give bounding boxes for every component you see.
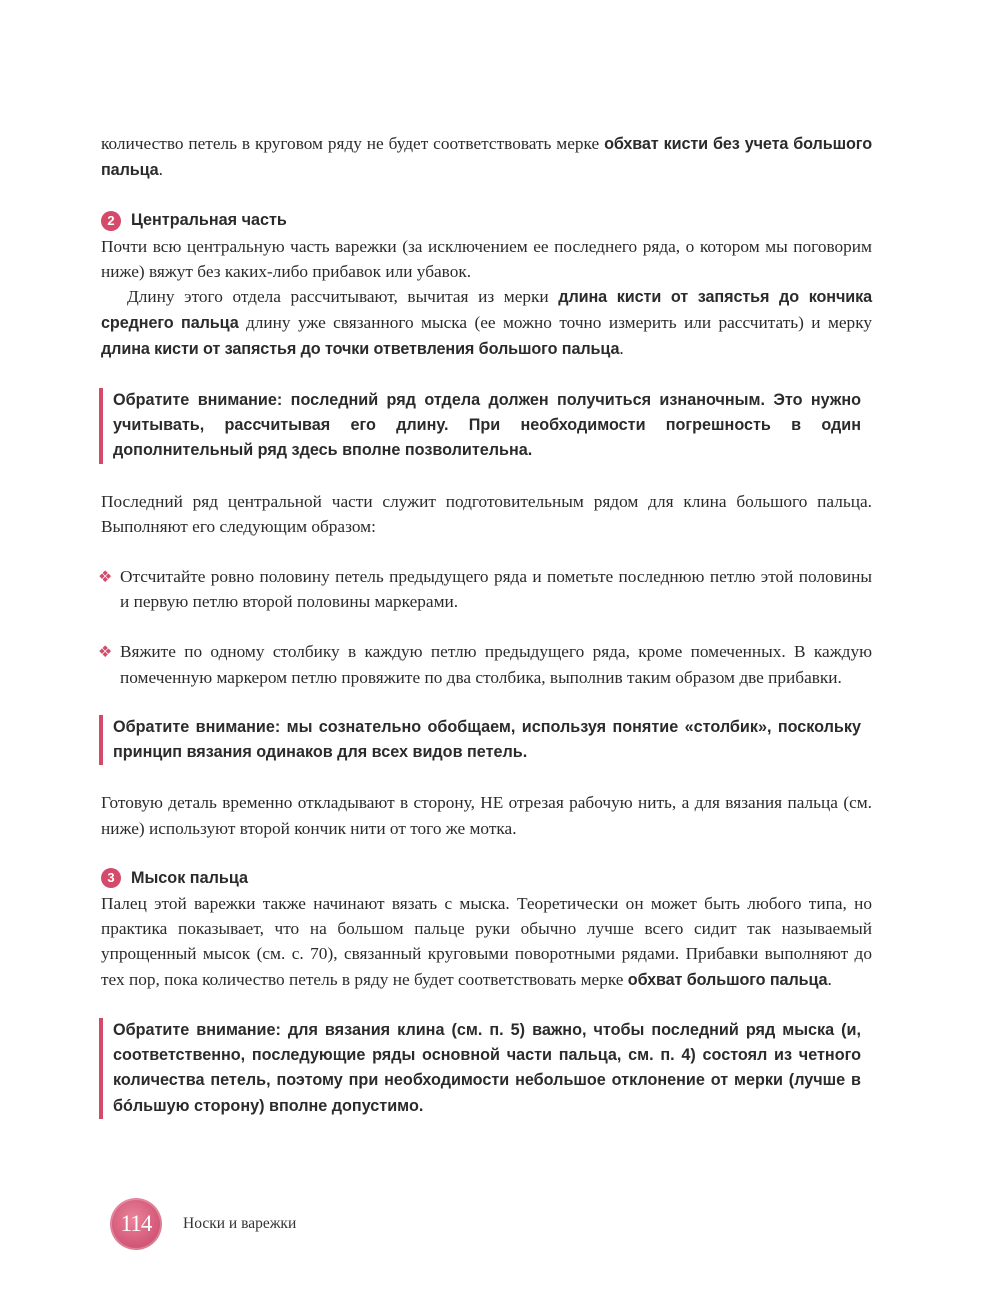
note-text: для вязания клина (см. п. 5) важно, чтобы последний ряд мыска (и, соответственно, последующие ряды основной части пальца, см. п. 4) состоял из четного количества петель, поэтому при необходимости небольшое отклонение от мерки (лучше в бóльшую сторону) вполне допустимо. (113, 1020, 862, 1115)
note-lead: Обратите внимание: (113, 717, 281, 736)
bold-term: обхват большого пальца (627, 970, 828, 989)
attention-note (99, 388, 861, 464)
number-badge: 2 (101, 211, 121, 231)
section-heading-3 (101, 866, 872, 891)
number-badge: 3 (101, 868, 121, 888)
section-title: Центральная часть (131, 211, 287, 230)
page-footer (110, 1198, 296, 1250)
bold-term: длина кисти от запястья до точки ответвления большого пальца (101, 340, 620, 359)
paragraph: Палец этой варежки также начинают вязать с мыска. Теоретически он может быть любого типа, но практика показывает, что на большом пальце руки обычно лучше всего сидит так называемый упрощенный мысок (см. с. 70), связанный круговыми поворотными рядами. Прибавки выполняют до тех пор, пока количество петель в ряду не будет соответствовать мерке обхват большого пальца. (101, 893, 872, 989)
page-content (98, 131, 873, 1119)
paragraph: Почти всю центральную часть варежки (за исключением ее последнего ряда, о котором мы поговорим ниже) вяжут без каких-либо прибавок или убавок. (101, 236, 872, 281)
list-item (98, 564, 872, 614)
note-lead: Обратите внимание: (113, 390, 283, 409)
paragraph: количество петель в круговом ряду не будет соответствовать мерке обхват кисти без учета большого пальца. (101, 134, 872, 180)
list-item-text: Отсчитайте ровно половину петель предыдущего ряда и пометьте последнюю петлю этой половины и первую петлю второй половины маркерами. (120, 566, 872, 612)
note-text: мы сознательно обобщаем, используя понятие «столбик», поскольку принцип вязания одинаков для всех видов петель. (113, 717, 861, 762)
section-heading-2 (101, 208, 872, 233)
paragraph: Длину этого отдела рассчитывают, вычитая из мерки длина кисти от запястья до кончика среднего пальца длину уже связанного мыска (ее можно точно измерить или рассчитать) и мерку длина кисти от запястья до точки ответвления большого пальца. (101, 287, 873, 359)
diamond-bullet-icon: ❖ (98, 642, 113, 662)
running-title: Носки и варежки (183, 1215, 297, 1232)
list-item (98, 639, 872, 689)
section-title: Мысок пальца (131, 868, 248, 887)
page-number: 114 (110, 1198, 162, 1250)
note-lead: Обратите внимание: (113, 1020, 281, 1039)
bold-term: обхват кисти без учета большого пальца (101, 135, 872, 180)
attention-note (99, 715, 861, 766)
attention-note (99, 1018, 861, 1119)
diamond-bullet-icon: ❖ (98, 566, 113, 586)
list-item-text: Вяжите по одному столбику в каждую петлю предыдущего ряда, кроме помеченных. В каждую помеченную маркером петлю провяжите по два столбика, выполнив таким образом две прибавки. (120, 642, 872, 687)
note-text: последний ряд отдела должен получиться изнаночным. Это нужно учитывать, рассчитывая его длину. При необходимости погрешность в один дополнительный ряд здесь вполне позволительна. (113, 390, 861, 460)
paragraph: Последний ряд центральной части служит подготовительным рядом для клина большого пальца. Выполняют его следующим образом: (101, 491, 872, 536)
paragraph: Готовую деталь временно откладывают в сторону, НЕ отрезая рабочую нить, а для вязания пальца (см. ниже) используют второй кончик нити от того же мотка. (101, 793, 872, 838)
bold-term: длина кисти от запястья до кончика среднего пальца (101, 288, 873, 333)
